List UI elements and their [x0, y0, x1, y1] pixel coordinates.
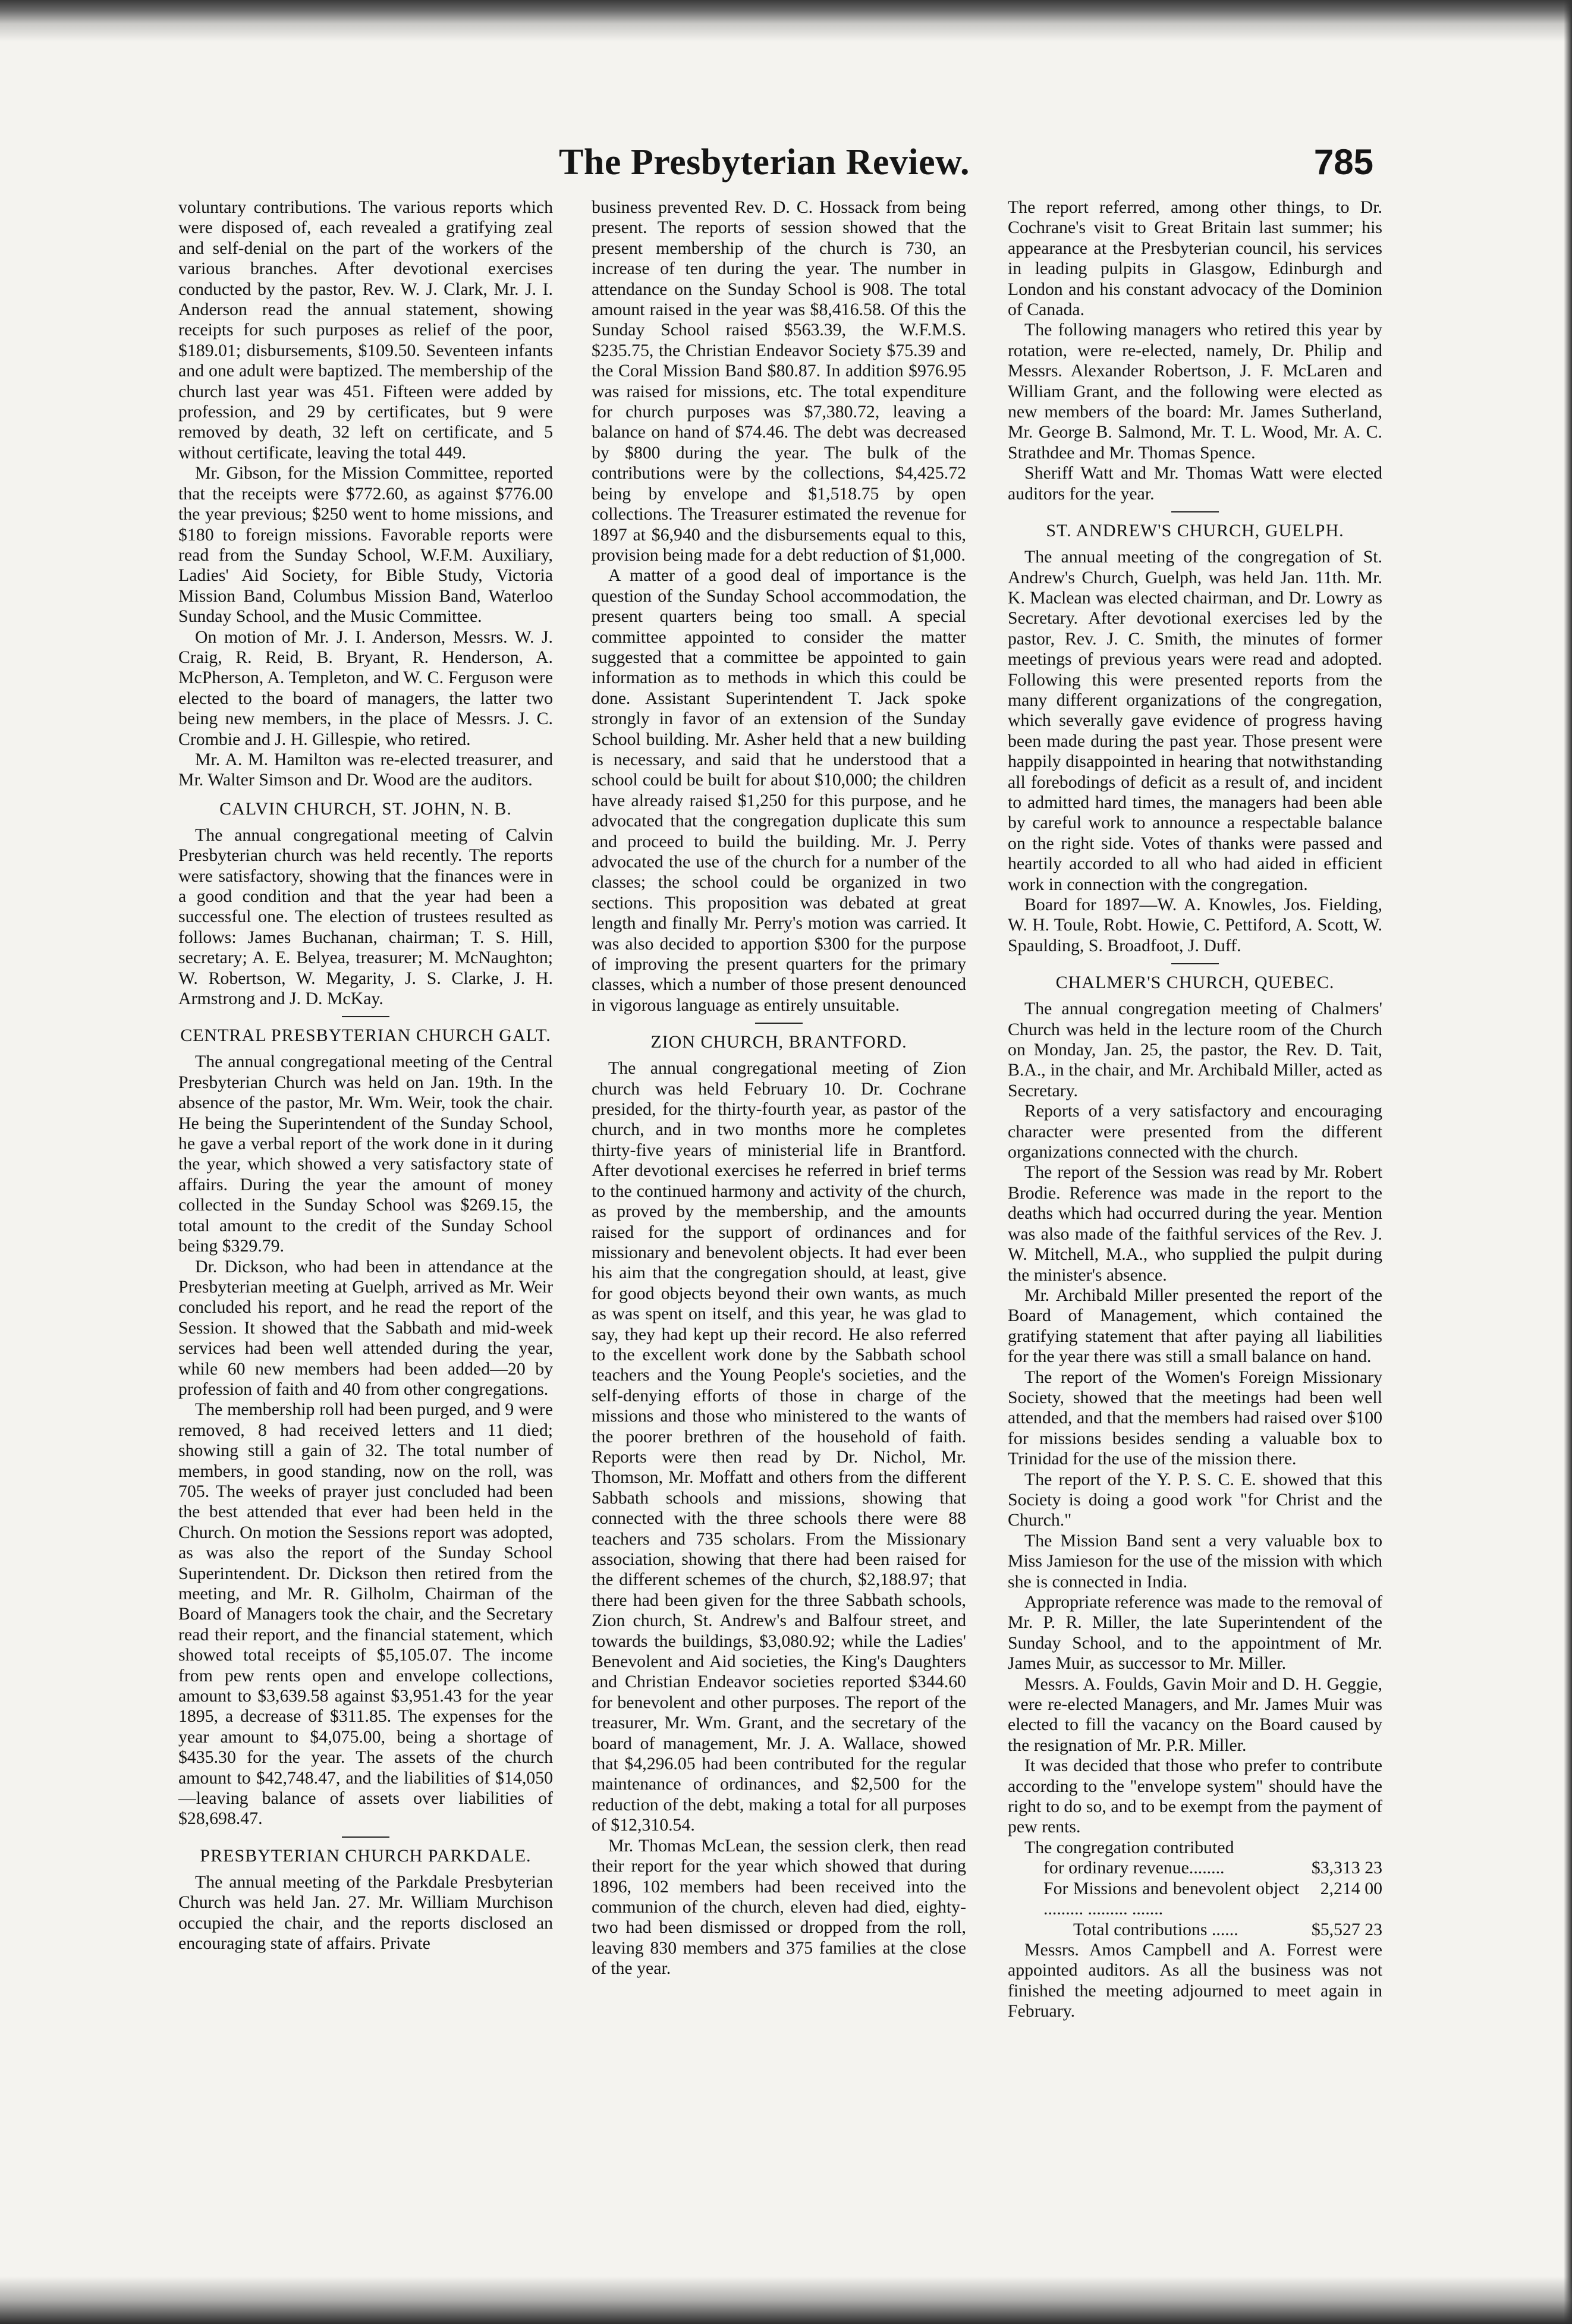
paragraph: The Mission Band sent a very valuable box to Miss Jamieson for the use of the mission with which she is connected in India.: [1008, 1530, 1382, 1592]
table-row: [1008, 1879, 1382, 1920]
publication-title: The Presbyterian Review.: [559, 142, 970, 183]
row-label: For Missions and benevolent object ......... ......... .......: [1043, 1878, 1299, 1919]
section-divider: [342, 1836, 389, 1838]
total-amount: $5,527 23: [1311, 1919, 1382, 1939]
section-divider: [1171, 963, 1219, 964]
section-heading-calvin-church: CALVIN CHURCH, ST. JOHN, N. B.: [219, 798, 512, 819]
column-3: [1008, 197, 1382, 2022]
paragraph: Board for 1897—W. A. Knowles, Jos. Fielding, W. H. Toule, Robt. Howie, C. Pettiford, A. Scott, W. Spaulding, S. Broadfoot, J. Duff.: [1008, 895, 1382, 955]
paragraph: The annual congregational meeting of the Central Presbyterian Church was held on Jan. 19th. In the absence of the pastor, Mr. Wm. Weir, took the chair. He being the Superintendent of the Sunday School, he gave a verbal report of the work done in it during the year, which showed a very satisfactory state of affairs. During the year the amount of money collected in the Sunday School was $269.15, the total amount to the credit of the Sunday School being $329.79.: [178, 1052, 553, 1256]
paragraph: The membership roll had been purged, and 9 were removed, 8 had received letters and 11 died; showing still a gain of 32. The total number of members, in good standing, now on the roll, was 705. The weeks of prayer just concluded had been the best attended that ever had been held in the Church. On motion the Sessions report was adopted, as was also the report of the Sunday School Superintendent. Dr. Dickson then retired from the meeting, and Mr. R. Gilholm, Chairman of the Board of Managers took the chair, and the Secretary read their report, and the financial statement, which showed total receipts of $5,105.07. The income from pew rents open and envelope collections, amount to $3,639.58 against $3,951.43 for the year 1895, a decrease of $311.85. The expenses for the year amount to $4,075.00, being a shortage of $435.30 for the year. The assets of the church amount to $42,748.47, and the liabilities of $14,050—leaving balance of assets over liabilities of $28,698.47.: [178, 1400, 553, 1829]
table-row: [1008, 1858, 1382, 1878]
paragraph: Mr. Thomas McLean, the session clerk, then read their report for the year which showed that during 1896, 102 members had been received into the communion of the church, eleven had died, eighty-two had been dismissed or dropped from the roll, leaving 830 members and 375 families at the close of the year.: [592, 1835, 966, 1979]
paragraph: The annual meeting of the Parkdale Presbyterian Church was held Jan. 27. Mr. William Murchison occupied the chair, and the reports disclosed an encouraging state of affairs. Private: [178, 1872, 553, 1954]
paragraph: The annual congregational meeting of Zion church was held February 10. Dr. Cochrane presided, for the thirty-fourth year, as pastor of the church, and in two months more he completes thirty-five years of ministerial life in Brantford. After devotional exercises he referred in brief terms to the continued harmony and activity of the church, as proved by the membership, and the amounts raised for the support of ordinances and for missionary and benevolent objects. It had ever been his aim that the congregation should, at least, give for good objects beyond their own wants, as much as was spent on itself, and this year, he was glad to say, they had kept up their record. He also referred to the excellent work done by the Sabbath school teachers and the Young People's societies, and the self-denying efforts of those in charge of the missions and those who ministered to the wants of the poorer brethren of the household of faith. Reports were then read by Dr. Nichol, Mr. Thomson, Mr. Moffatt and others from the different Sabbath schools and missions, showing that connected with the three schools there were 88 teachers and 735 scholars. From the Missionary association, showing that there had been raised for the different schemes of the church, $2,188.97; that there had been given for the three Sabbath schools, Zion church, St. Andrew's and Balfour street, and towards the buildings, $3,080.92; while the Ladies' Benevolent and Aid societies, the King's Daughters and Christian Endeavor societies reported $344.60 for benevolent and other purposes. The report of the treasurer, Mr. Wm. Grant, and the secretary of the board of management, Mr. J. A. Wallace, showed that $4,296.05 had been contributed for the regular maintenance of ordinances, and $2,500 for the reduction of the debt, making a total for all purposes of $12,310.54.: [592, 1058, 966, 1835]
paragraph: On motion of Mr. J. I. Anderson, Messrs. W. J. Craig, R. Reid, B. Bryant, R. Henderson, A. McPherson, A. Templeton, and W. C. Ferguson were elected to the board of managers, the latter two being new members, in the place of Messrs. J. C. Crombie and J. H. Gillespie, who retired.: [178, 627, 553, 749]
paragraph: The report of the Y. P. S. C. E. showed that this Society is doing a good work "for Christ and the Church.": [1008, 1469, 1382, 1530]
paragraph: The report referred, among other things, to Dr. Cochrane's visit to Great Britain last summer; his appearance at the Presbyterian council, his services in leading pulpits in Glasgow, Edinburgh and London and his constant advocacy of the Dominion of Canada.: [1008, 197, 1382, 320]
section-heading-chalmers-quebec: CHALMER'S CHURCH, QUEBEC.: [1055, 973, 1335, 993]
paragraph: Appropriate reference was made to the removal of Mr. P. R. Miller, the late Superintendent of the Sunday School, and to the appointment of Mr. James Muir, as successor to Mr. Miller.: [1008, 1592, 1382, 1674]
page-header: [178, 137, 1373, 190]
paragraph: voluntary contributions. The various reports which were disposed of, each revealed a gratifying zeal and self-denial on the part of the workers of the various branches. After devotional exercises conducted by the pastor, Rev. W. J. Clark, Mr. J. I. Anderson read the annual statement, showing receipts for such purposes as relief of the poor, $189.01; disbursements, $109.50. Seventeen infants and one adult were baptized. The membership of the church last year was 451. Fifteen were added by profession, and 29 by certificates, but 9 were removed by death, 32 left on certificate, and 5 without certificate, leaving the total 449.: [178, 197, 553, 463]
paragraph: Mr. Gibson, for the Mission Committee, reported that the receipts were $772.60, as against $776.00 the year previous; $250 went to home missions, and $180 to foreign missions. Favorable reports were read from the Sunday School, W.F.M. Auxiliary, Ladies' Aid Society, for Bible Study, Victoria Mission Band, Columbus Mission Band, Waterloo Sunday School, and the Music Committee.: [178, 463, 553, 627]
table-total-row: [1008, 1920, 1382, 1940]
paragraph: Messrs. Amos Campbell and A. Forrest were appointed auditors. As all the business was not finished the meeting adjourned to meet again in February.: [1008, 1939, 1382, 2021]
paragraph: Mr. A. M. Hamilton was re-elected treasurer, and Mr. Walter Simson and Dr. Wood are the auditors.: [178, 749, 553, 790]
contributions-table: [1008, 1858, 1382, 1940]
section-heading-parkdale: PRESBYTERIAN CHURCH PARKDALE.: [200, 1845, 532, 1866]
paragraph: The annual congregational meeting of Calvin Presbyterian church was held recently. The reports were satisfactory, showing that the finances were in a good condition and that the year had been a successful one. The election of trustees resulted as follows: James Buchanan, chairman; T. S. Hill, secretary; A. E. Belyea, treasurer; M. McNaughton; W. Robertson, W. Megarity, J. S. Clarke, J. H. Armstrong and J. D. McKay.: [178, 825, 553, 1009]
paragraph: Reports of a very satisfactory and encouraging character were presented from the different organizations connected with the church.: [1008, 1101, 1382, 1162]
page-number: 785: [1313, 142, 1373, 182]
section-heading-central-church-galt: CENTRAL PRESBYTERIAN CHURCH GALT.: [180, 1026, 551, 1046]
paragraph: The following managers who retired this year by rotation, were re-elected, namely, Dr. Philip and Messrs. Alexander Robertson, J. F. McLaren and William Grant, and the following were elected as new members of the board: Mr. James Sutherland, Mr. George B. Salmond, Mr. T. L. Wood, Mr. A. C. Strathdee and Mr. Thomas Spence.: [1008, 320, 1382, 463]
section-heading-zion-church: ZION CHURCH, BRANTFORD.: [650, 1032, 907, 1052]
paragraph: The annual meeting of the congregation of St. Andrew's Church, Guelph, was held Jan. 11th. Mr. K. Maclean was elected chairman, and Dr. Lowry as Secretary. After devotional exercises led by the pastor, Rev. J. C. Smith, the minutes of former meetings of previous years were read and adopted. Following this were presented reports from the many different organizations of the congregation, which severally gave evidence of progress having been made during the past year. Those present were happily disappointed in hearing that notwithstanding all forebodings of deficit as a result of, and incident to admitted hard times, the managers had been able by careful work to announce a respectable balance on the right side. Votes of thanks were passed and heartily accorded to all who had aided in efficient work in connection with the congregation.: [1008, 547, 1382, 894]
paragraph: The annual congregation meeting of Chalmers' Church was held in the lecture room of the Church on Monday, Jan. 25, the pastor, the Rev. D. Tait, B.A., in the chair, and Mr. Archibald Miller, acted as Secretary.: [1008, 999, 1382, 1100]
paragraph: A matter of a good deal of importance is the question of the Sunday School accommodation, the present quarters being too small. A special committee appointed to consider the matter suggested that a committee be appointed to gain information as to methods in which this could be done. Assistant Superintendent T. Jack spoke strongly in favor of an extension of the Sunday School building. Mr. Asher held that a new building is necessary, and said that he understood that a school could be built for about $10,000; the children have already raised $1,250 for this purpose, and he advocated that the congregation duplicate this sum and proceed to build the building. Mr. J. Perry advocated the use of the church for a number of the classes; the school could be organized in two sections. This proposition was debated at great length and finally Mr. Perry's motion was carried. It was also decided to apportion $300 for the purpose of improving the present quarters for the primary classes, which a number of those present denounced in vigorous language as entirely unsuitable.: [592, 565, 966, 1015]
scan-top-edge: [0, 0, 1572, 42]
scan-bottom-edge: [0, 2276, 1572, 2324]
section-divider: [1171, 511, 1219, 512]
section-divider: [342, 1016, 389, 1017]
column-1: [178, 197, 553, 1954]
paragraph: Dr. Dickson, who had been in attendance at the Presbyterian meeting at Guelph, arrived as Mr. Weir concluded his report, and he read the report of the Session. It showed that the Sabbath and mid-week services had been well attended during the year, while 60 new members had been added—20 by profession of faith and 40 from other congregations.: [178, 1256, 553, 1399]
paragraph: Sheriff Watt and Mr. Thomas Watt were elected auditors for the year.: [1008, 463, 1382, 504]
paragraph: It was decided that those who prefer to contribute according to the "envelope system" should have the right to do so, and to be exempt from the payment of pew rents.: [1008, 1756, 1382, 1837]
row-amount: $3,313 23: [1311, 1858, 1382, 1878]
paragraph: Messrs. A. Foulds, Gavin Moir and D. H. Geggie, were re-elected Managers, and Mr. James Muir was elected to fill the vacancy on the Board caused by the resignation of Mr. P.R. Miller.: [1008, 1674, 1382, 1755]
scan-right-edge: [1564, 0, 1572, 2324]
row-amount: 2,214 00: [1320, 1878, 1382, 1898]
row-label: for ordinary revenue........: [1043, 1858, 1225, 1878]
accounts-intro: The congregation contributed: [1024, 1837, 1234, 1857]
section-divider: [755, 1023, 803, 1024]
paragraph: Mr. Archibald Miller presented the report of the Board of Management, which contained the gratifying statement that after paying all liabilities for the year there was still a small balance on hand.: [1008, 1285, 1382, 1367]
section-heading-st-andrews-guelph: ST. ANDREW'S CHURCH, GUELPH.: [1046, 521, 1344, 541]
total-label: Total contributions ......: [1073, 1919, 1238, 1939]
column-2: [592, 197, 966, 1979]
paragraph: The report of the Women's Foreign Missionary Society, showed that the meetings had been well attended, and that the members had raised over $100 for missions besides sending a valuable box to Trinidad for the use of the mission there.: [1008, 1367, 1382, 1469]
paragraph: business prevented Rev. D. C. Hossack from being present. The reports of session showed that the present membership of the church is 730, an increase of ten during the year. The number in attendance on the Sunday School is 908. The total amount raised in the year was $8,416.58. Of this the Sunday School raised $563.39, the W.F.M.S. $235.75, the Christian Endeavor Society $75.39 and the Coral Mission Band $80.87. In addition $976.95 was raised for missions, etc. The total expenditure for church purposes was $7,380.72, leaving a balance on hand of $74.46. The debt was decreased by $800 during the year. The bulk of the contributions were by the collections, $4,425.72 being by envelope and $1,518.75 by open collections. The Treasurer estimated the revenue for 1897 at $6,940 and the disbursements equal to this, provision being made for a debt reduction of $1,000.: [592, 197, 966, 565]
paragraph: The report of the Session was read by Mr. Robert Brodie. Reference was made in the report to the deaths which had occurred during the year. Mention was also made of the faithful services of the Rev. J. W. Mitchell, M.A., who supplied the pulpit during the minister's absence.: [1008, 1162, 1382, 1285]
